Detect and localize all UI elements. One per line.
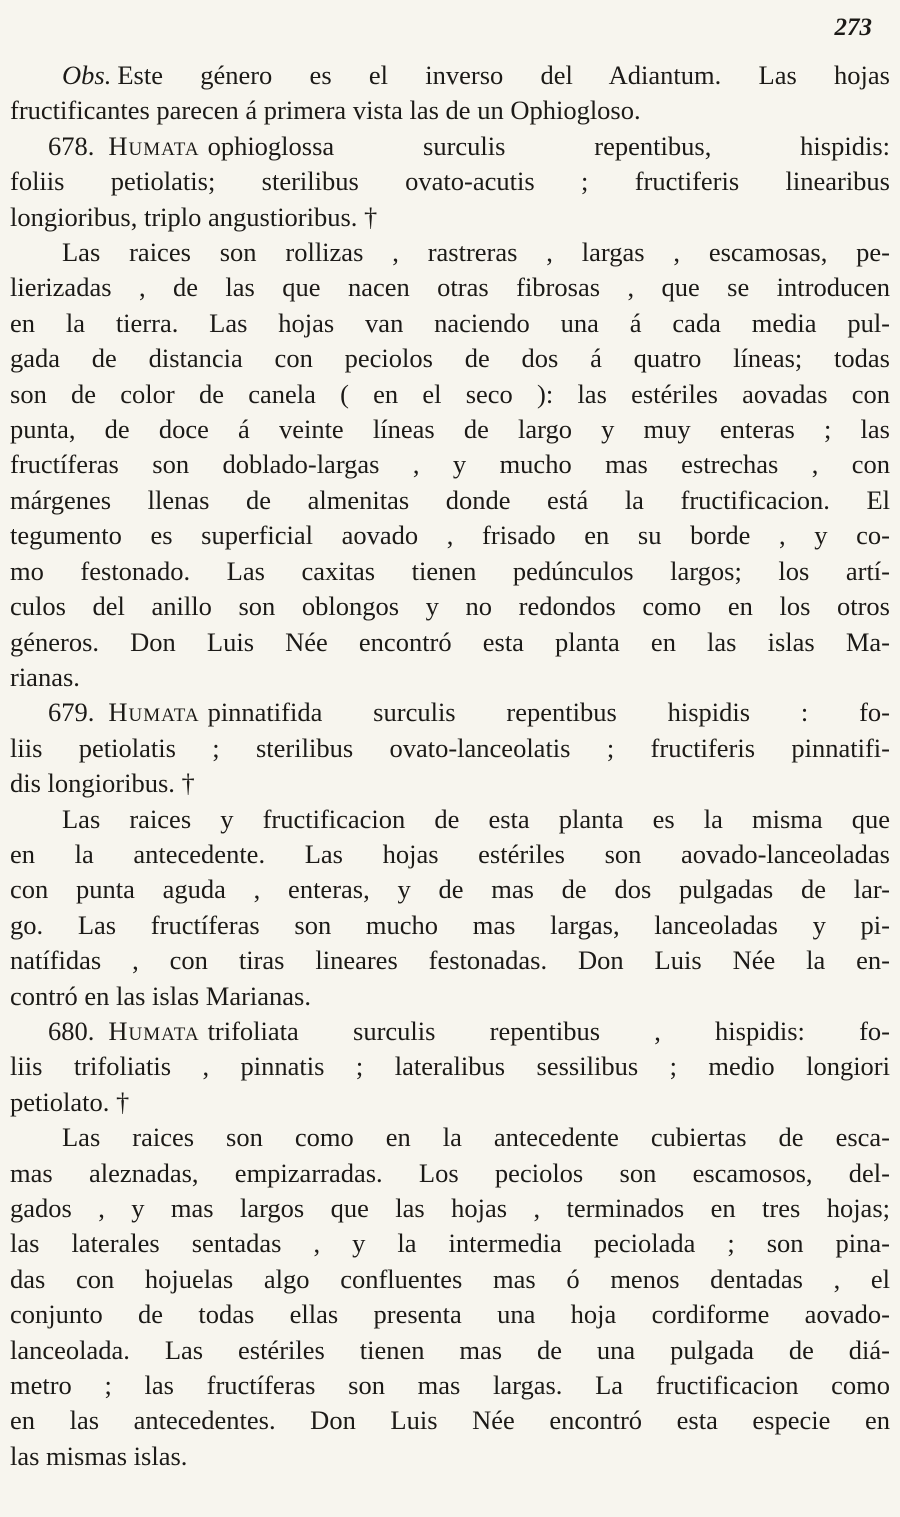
text-line: [10, 837, 890, 872]
line-text: mas aleznadas, empizarradas. Los peciolos son escamosos, del-: [10, 1157, 890, 1188]
description-paragraph: [10, 1120, 890, 1474]
line-text: natífidas , con tiras lineares festonadas. Don Luis Née la en-: [10, 945, 890, 976]
line-text: punta, de doce á veinte líneas de largo y muy enteras ; las: [10, 414, 890, 445]
line-text: go. Las fructíferas son mucho mas largas, lanceoladas y pi-: [10, 909, 890, 940]
observation-paragraph: [10, 58, 890, 129]
line-text: lierizadas , de las que nacen otras fibrosas , que se introducen: [10, 272, 890, 303]
line-text: trifoliata surculis repentibus , hispidis: fo-: [207, 1015, 890, 1046]
line-text: liis trifoliatis , pinnatis ; lateralibus sessilibus ; medio longiori: [10, 1051, 890, 1082]
text-line: [10, 1262, 890, 1297]
line-text: gados , y mas largos que las hojas , terminados en tres hojas;: [10, 1193, 890, 1223]
text-line: [10, 625, 890, 660]
line-text: liis petiolatis ; sterilibus ovato-lanceolatis ; fructiferis pinnatifi-: [10, 732, 890, 763]
text-line: [10, 93, 890, 128]
line-text: las laterales sentadas , y la intermedia peciolada ; son pina-: [10, 1228, 890, 1259]
text-line: [10, 58, 890, 93]
text-line: [10, 695, 890, 730]
line-text: contró en las islas Marianas.: [10, 980, 311, 1011]
obs-label: Obs.: [62, 60, 112, 90]
species-entry: [10, 129, 890, 235]
line-text: lanceolada. Las estériles tienen mas de una pulgada de diá-: [10, 1334, 890, 1365]
line-text: tegumento es superficial aovado , frisado en su borde , y co-: [10, 520, 890, 551]
line-text: márgenes llenas de almenitas donde está la fructificacion. El: [10, 484, 890, 515]
text-line: [10, 1156, 890, 1191]
line-text: en la tierra. Las hojas van naciendo una á cada media pul-: [10, 307, 890, 338]
line-text: gada de distancia con peciolos de dos á quatro líneas; todas: [10, 343, 890, 374]
species-entry: [10, 1014, 890, 1120]
text-line: [10, 872, 890, 907]
text-line: [10, 660, 890, 695]
page-number: 273: [834, 14, 872, 41]
line-text: fructificantes parecen á primera vista las de un Ophiogloso.: [10, 95, 641, 126]
text-line: [10, 802, 890, 837]
text-line: [10, 412, 890, 447]
text-line: [10, 1439, 890, 1474]
text-line: [10, 1049, 890, 1084]
text-line: [10, 306, 890, 341]
line-text: Las raices son rollizas , rastreras , largas , escamosas, pe-: [62, 237, 890, 268]
text-line: [10, 943, 890, 978]
text-line: [10, 554, 890, 589]
description-paragraph: [10, 802, 890, 1014]
species-number: 679.: [48, 697, 95, 728]
description-paragraph: [10, 235, 890, 695]
text-line: [10, 447, 890, 482]
text-line: [10, 731, 890, 766]
text-line: [10, 235, 890, 270]
text-line: [10, 341, 890, 376]
line-text: mo festonado. Las caxitas tienen pedúnculos largos; los artí-: [10, 555, 890, 586]
text-line: [10, 1120, 890, 1155]
text-line: [10, 1333, 890, 1368]
text-line: [10, 270, 890, 305]
text-line: [10, 483, 890, 518]
text-line: [10, 979, 890, 1014]
line-text: en las antecedentes. Don Luis Née encontró esta especie en: [10, 1405, 890, 1436]
text-line: [10, 1403, 890, 1438]
line-text: metro ; las fructíferas son mas largas. La fructificacion como: [10, 1370, 890, 1401]
line-text: dis longioribus. †: [10, 768, 195, 799]
species-number: 678.: [48, 130, 95, 161]
genus-name: Humata: [108, 130, 200, 161]
text-line: [10, 377, 890, 412]
line-text: Las raices son como en la antecedente cubiertas de esca-: [62, 1122, 890, 1153]
text-line: [10, 1297, 890, 1332]
text-line: [10, 589, 890, 624]
text-line: [10, 908, 890, 943]
line-text: fructíferas son doblado-largas , y mucho mas estrechas , con: [10, 449, 890, 480]
species-number: 680.: [48, 1015, 95, 1046]
line-text: petiolato. †: [10, 1086, 130, 1117]
line-text: son de color de canela ( en el seco ): las estériles aovadas con: [10, 378, 890, 409]
text-line: [10, 1191, 890, 1226]
text-line: [10, 164, 890, 199]
line-text: en la antecedente. Las hojas estériles son aovado-lanceoladas: [10, 838, 890, 869]
line-text: las mismas islas.: [10, 1440, 188, 1471]
text-line: [10, 1368, 890, 1403]
line-text: Las raices y fructificacion de esta planta es la misma que: [62, 803, 890, 834]
line-text: con punta aguda , enteras, y de mas de dos pulgadas de lar-: [10, 874, 890, 905]
text-line: [10, 1226, 890, 1261]
genus-name: Humata: [108, 1015, 200, 1046]
line-text: pinnatifida surculis repentibus hispidis : fo-: [207, 697, 890, 728]
text-line: [10, 518, 890, 553]
line-text: culos del anillo son oblongos y no redondos como en los otros: [10, 591, 890, 622]
text-line: [10, 1014, 890, 1049]
text-line: [10, 200, 890, 235]
text-line: [10, 766, 890, 801]
page-text: [10, 58, 890, 1474]
line-text: rianas.: [10, 661, 80, 692]
line-text: ophioglossa surculis repentibus, hispidis:: [207, 130, 890, 161]
line-text: foliis petiolatis; sterilibus ovato-acutis ; fructiferis linearibus: [10, 166, 890, 197]
line-text: géneros. Don Luis Née encontró esta planta en las islas Ma-: [10, 626, 890, 657]
species-entry: [10, 695, 890, 801]
line-text: das con hojuelas algo confluentes mas ó menos dentadas , el: [10, 1263, 890, 1294]
genus-name: Humata: [108, 697, 200, 728]
line-text: Este género es el inverso del Adiantum. Las hojas: [117, 60, 890, 90]
line-text: longioribus, triplo angustioribus. †: [10, 201, 378, 232]
line-text: conjunto de todas ellas presenta una hoja cordiforme aovado-: [10, 1299, 890, 1330]
text-line: [10, 1085, 890, 1120]
text-line: [10, 129, 890, 164]
